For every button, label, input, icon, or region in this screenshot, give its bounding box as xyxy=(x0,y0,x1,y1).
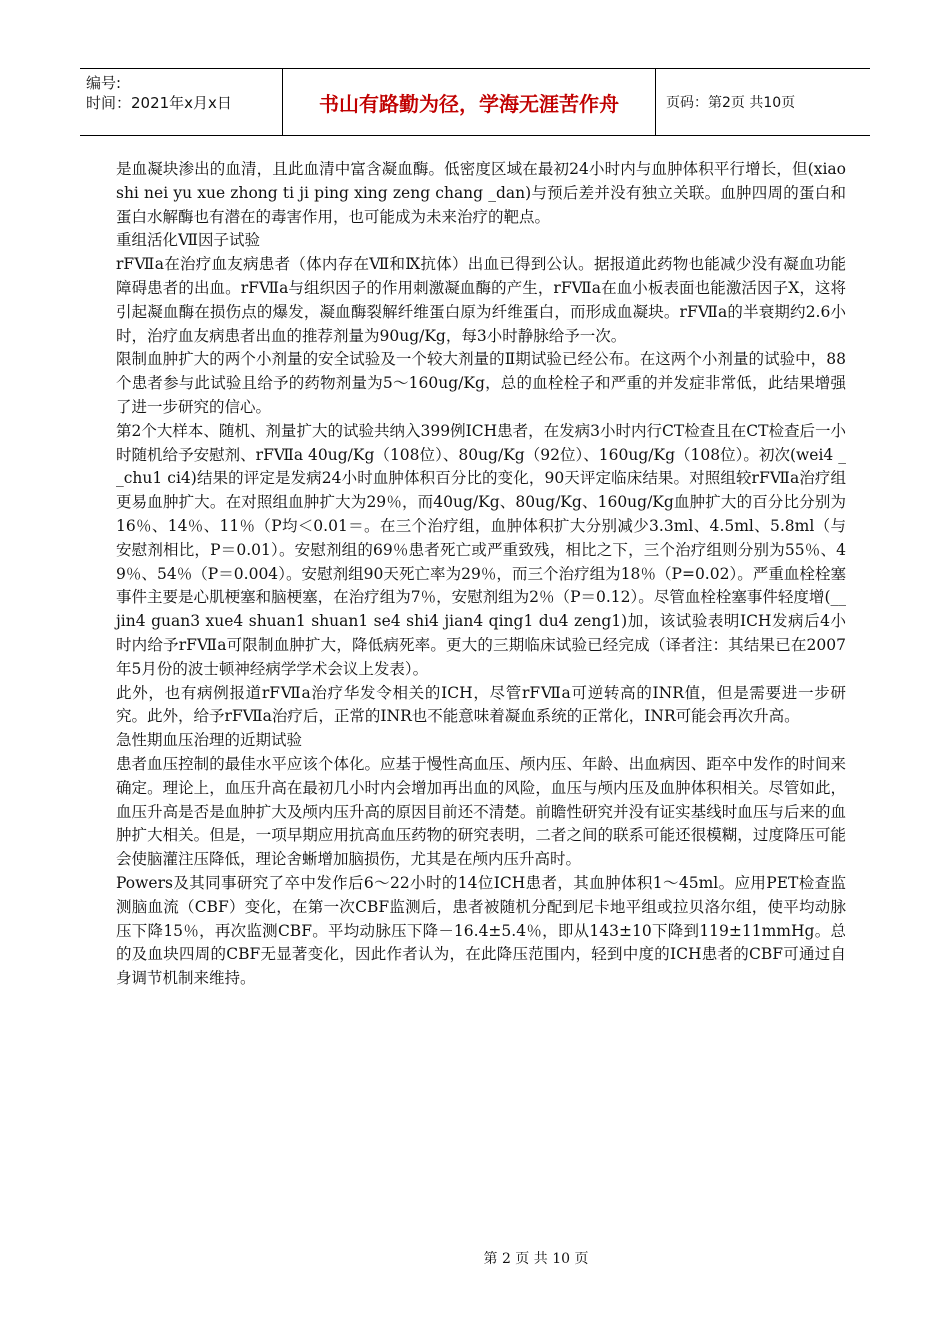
paragraph: 第2个大样本、随机、剂量扩大的试验共纳入399例ICH患者，在发病3小时内行CT检查且在CT检查后一小时随机给予安慰剂、rFⅦa 40ug/Kg（108位）、80ug/Kg（92位）、160ug/Kg（108位）。初次(wei4 __chu1 ci4)结果的评定是发病24小时血肿体积百分比的变化，90天评定临床结果。对照组较rFⅦa治疗组更易血肿扩大。在对照组血肿扩大为29％，而40ug/Kg、80ug/Kg、160ug/Kg血肿扩大的百分比分别为16％、14％、11％（P均＜0.01＝。在三个治疗组，血肿体积扩大分别减少3.3ml、4.5ml、5.8ml（与安慰剂相比，P＝0.01）。安慰剂组的69％患者死亡或严重致残，相比之下，三个治疗组则分别为55％、49％、54％（P＝0.004）。安慰剂组90天死亡率为29％，而三个治疗组为18％（P=0.02）。严重血栓栓塞事件主要是心肌梗塞和脑梗塞，在治疗组为7％，安慰剂组为2％（P＝0.12）。尽管血栓栓塞事件轻度增(__jin4 guan3 xue4 shuan1 shuan1 se4 shi4 jian4 qing1 du4 zeng1)加，该试验表明ICH发病后4小时内给予rFⅦa可限制血肿扩大，降低病死率。更大的三期临床试验已经完成（译者注：其结果已在2007年5月份的波士顿神经病学学术会议上发表）。 xyxy=(116,421,846,678)
document-time-label: 时间：2021年x月x日 xyxy=(86,94,232,112)
paragraph: rFⅦa在治疗血友病患者（体内存在Ⅶ和Ⅸ抗体）出血已得到公认。据报道此药物也能减少没有凝血功能障碍患者的出血。rFⅦa与组织因子的作用刺激凝血酶的产生，rFⅦa在血小板表面也能激活因子Ⅹ，这将引起凝血酶在损伤点的爆发，凝血酶裂解纤维蛋白原为纤维蛋白，而形成血凝块。rFⅦa的半衰期约2.6小时，治疗血友病患者出血的推荐剂量为90ug/Kg，每3小时静脉给予一次。 xyxy=(116,255,846,345)
paragraph: 限制血肿扩大的两个小剂量的安全试验及一个较大剂量的Ⅱ期试验已经公布。在这两个小剂量的试验中，88个患者参与此试验且给予的药物剂量为5～160ug/Kg，总的血栓栓子和严重的并发症非常低，此结果增强了进一步研究的信心。 xyxy=(116,350,846,416)
document-number-label: 编号: xyxy=(86,74,122,92)
header-motto: 书山有路勤为径，学海无涯苦作舟 xyxy=(283,69,656,135)
paragraph: 患者血压控制的最佳水平应该个体化。应基于慢性高血压、颅内压、年龄、出血病因、距卒中发作的时间来确定。理论上，血压升高在最初几小时内会增加再出血的风险，血压与颅内压及血肿体积相关。尽管如此，血压升高是否是血肿扩大及颅内压升高的原因目前还不清楚。前瞻性研究并没有证实基线时血压与后来的血肿扩大相关。但是，一项早期应用抗高血压药物的研究表明，二者之间的联系可能还很模糊，过度降压可能会使脑灌注压降低，理论舍蜥增加脑损伤，尤其是在颅内压升高时。 xyxy=(116,754,846,869)
header-table xyxy=(80,68,870,136)
header-meta-cell xyxy=(80,69,283,135)
paragraph: 是血凝块渗出的血清，且此血清中富含凝血酶。低密度区域在最初24小时内与血肿体积平行增长，但(xiao shi nei yu xue zhong ti ji ping xing zeng chang _dan)与预后差并没有独立关联。血肿四周的蛋白和蛋白水解酶也有潜在的毒害作用，也可能成为未来治疗的靶点。 xyxy=(116,160,846,226)
section-heading: 急性期血压治理的近期试验 xyxy=(116,731,303,750)
header-page-info: 页码：第2页 共10页 xyxy=(666,95,796,111)
page-footer: 第 2 页 共 10 页 xyxy=(483,1251,589,1267)
section-heading: 重组活化Ⅶ因子试验 xyxy=(116,231,261,250)
document-body xyxy=(116,158,846,991)
paragraph: 此外，也有病例报道rFⅦa治疗华发令相关的ICH，尽管rFⅦa可逆转高的INR值，但是需要进一步研究。此外，给予rFⅦa治疗后，正常的INR也不能意味着凝血系统的正常化，INR可能会再次升高。 xyxy=(116,683,846,726)
paragraph: Powers及其同事研究了卒中发作后6～22小时的14位ICH患者，其血肿体积1～45ml。应用PET检查监测脑血流（CBF）变化，在第一次CBF监测后，患者被随机分配到尼卡地平组或拉贝洛尔组，使平均动脉压下降15％，再次监测CBF。平均动脉压下降－16.4±5.4％，即从143±10下降到119±11mmHg。总的及血块四周的CBF无显著变化，因此作者认为，在此降压范围内，轻到中度的ICH患者的CBF可通过自身调节机制来维持。 xyxy=(116,873,846,988)
